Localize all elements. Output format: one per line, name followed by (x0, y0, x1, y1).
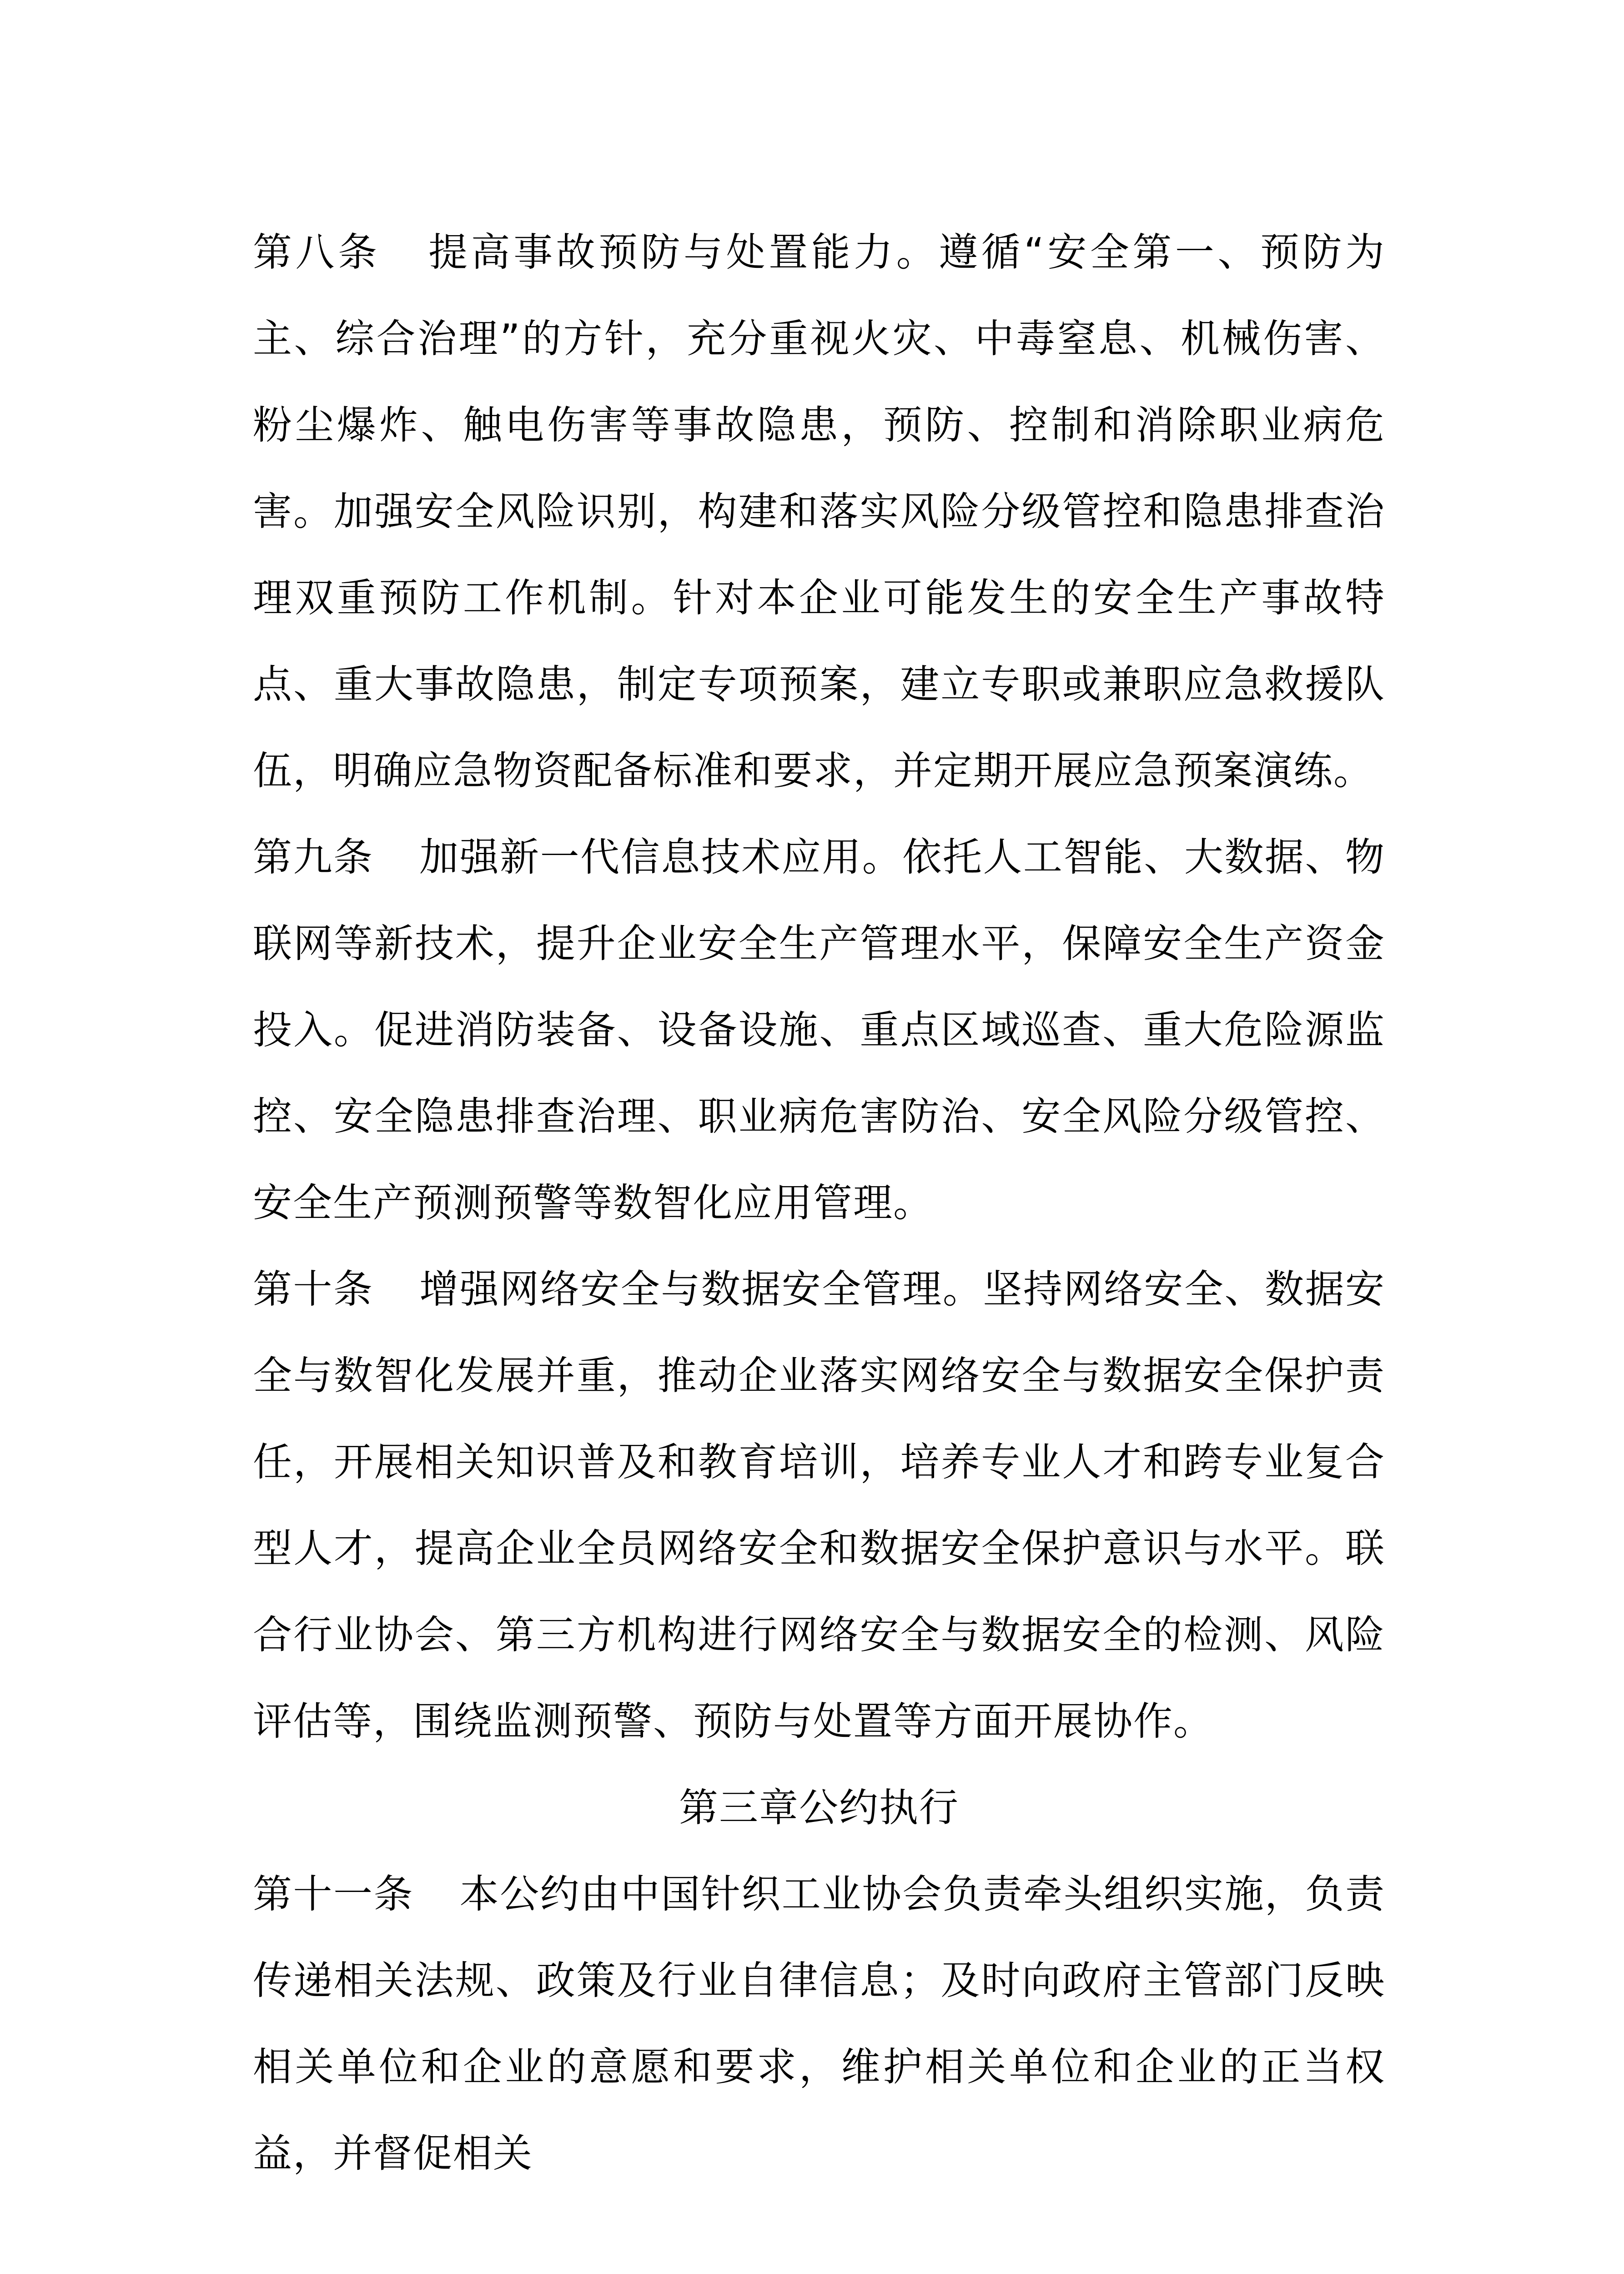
article-label: 第十一条 (253, 1872, 414, 1917)
article-text: 增强网络安全与数据安全管理。坚持网络安全、数据安全与数智化发展并重，推动企业落实网络安全与数据安全保护责任，开展相关知识普及和教育培训，培养专业人才和跨专业复合型人才，提高企业全员网络安全和数据安全保护意识与水平。联合行业协会、第三方机构进行网络安全与数据安全的检测、风险评估等，围绕监测预警、预防与处置等方面开展协作。 (253, 1267, 1386, 1744)
article-text: 本公约由中国针织工业协会负责牵头组织实施，负责传递相关法规、政策及行业自律信息；及时向政府主管部门反映相关单位和企业的意愿和要求，维护相关单位和企业的正当权益，并督促相关 (253, 1872, 1386, 2176)
article-text: 加强新一代信息技术应用。依托人工智能、大数据、物联网等新技术，提升企业安全生产管理水平，保障安全生产资金投入。促进消防装备、设备设施、重点区域巡查、重大危险源监控、安全隐患排查治理、职业病危害防治、安全风险分级管控、安全生产预测预警等数智化应用管理。 (253, 835, 1386, 1226)
article-10 (253, 1246, 1385, 1765)
article-11 (253, 1851, 1385, 2197)
article-text: 提高事故预防与处置能力。遵循“安全第一、预防为主、综合治理”的方针，充分重视火灾、中毒窒息、机械伤害、粉尘爆炸、触电伤害等事故隐患，预防、控制和消除职业病危害。加强安全风险识别，构建和落实风险分级管控和隐患排查治理双重预防工作机制。针对本企业可能发生的安全生产事故特点、重大事故隐患，制定专项预案，建立专职或兼职应急救援队伍，明确应急物资配备标准和要求，并定期开展应急预案演练。 (253, 230, 1386, 794)
document-body (253, 209, 1385, 2197)
article-9 (253, 814, 1385, 1246)
article-8 (253, 209, 1385, 814)
article-label: 第十条 (253, 1267, 374, 1312)
chapter-heading: 第三章公约执行 (679, 1785, 959, 1831)
article-label: 第九条 (253, 835, 374, 880)
article-label: 第八条 (253, 230, 381, 275)
